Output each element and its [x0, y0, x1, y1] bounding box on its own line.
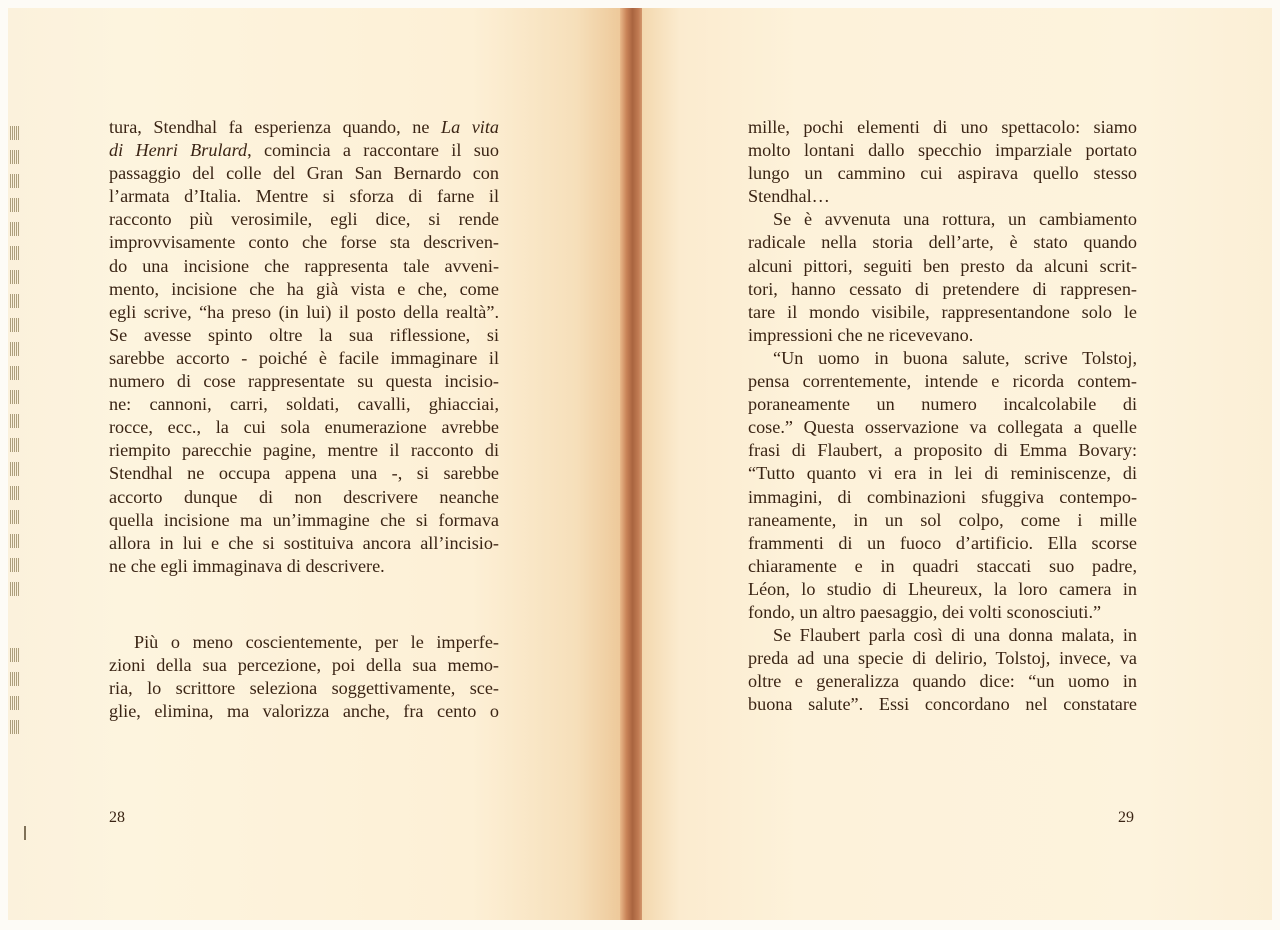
text-line: poraneamente un numero incalcolabile di — [748, 394, 1137, 415]
text-line: raneamente, in un sol colpo, come i mille — [748, 509, 1137, 530]
text-line: preda ad una specie di delirio, Tolstoj, invece, va — [748, 648, 1137, 669]
text-line: tura, Stendhal fa esperienza quando, ne La vita — [109, 117, 499, 137]
text-line: numero di cose rappresentate su questa incisio- — [109, 371, 499, 392]
text-line: mento, incisione che ha già vista e che, come — [109, 278, 499, 299]
right-page-text — [748, 116, 1137, 716]
text-line: fondo, un altro paesaggio, dei volti sconosciuti.” — [748, 601, 1102, 622]
text-line: frammenti di un fuoco d’artificio. Ella scorse — [748, 532, 1137, 553]
text-line: tori, hanno cessato di pretendere di rappresen- — [748, 278, 1137, 299]
text-line: oltre e generalizza quando dice: “un uomo in — [748, 671, 1137, 692]
text-line: Più o meno coscientemente, per le imperfe- — [134, 632, 499, 652]
text-line: racconto più verosimile, egli dice, si rende — [109, 209, 499, 230]
text-line: buona salute”. Essi concordano nel constatare — [748, 694, 1137, 715]
text-line: alcuni pittori, seguiti ben presto da alcuni scrit- — [748, 255, 1137, 276]
left-page-paragraph-1 — [109, 116, 499, 578]
text-line: riempito parecchie pagine, mentre il racconto di — [109, 440, 499, 461]
text-line: egli scrive, “ha preso (in lui) il posto della realtà”. — [109, 301, 499, 322]
italic-title: La vita — [440, 117, 499, 137]
text-line: passaggio del colle del Gran San Bernardo con — [109, 163, 499, 184]
text-line: accorto dunque di non descrivere neanche — [109, 486, 499, 507]
text-line: ria, lo scrittore seleziona soggettivamente, sce- — [109, 678, 499, 699]
text-line: Léon, lo studio di Lheureux, la loro camera in — [748, 578, 1137, 599]
text-line: allora in lui e che si sostituiva ancora all’incisio- — [109, 532, 499, 553]
text-line: molto lontani dallo specchio imparziale portato — [748, 140, 1137, 161]
text-line: sarebbe accorto - poiché è facile immaginare il — [109, 347, 499, 368]
text-line: “Tutto quanto vi era in lei di reminiscenze, di — [748, 463, 1137, 484]
text-line: frasi di Flaubert, a proposito di Emma Bovary: — [748, 440, 1137, 461]
text-line: zioni della sua percezione, poi della sua memo- — [109, 655, 499, 676]
text-line: lungo un cammino cui aspirava quello stesso — [748, 163, 1137, 184]
text-line: tare il mondo visibile, rappresentandone solo le — [748, 301, 1137, 322]
text-line: impressioni che ne ricevevano. — [748, 324, 974, 345]
page-number-right: 29 — [1118, 809, 1134, 826]
left-page-paragraph-2 — [109, 631, 499, 723]
text-line: “Un uomo in buona salute, scrive Tolstoj, — [773, 347, 1137, 368]
italic-title: di Henri Brulard — [109, 140, 248, 161]
text-line: Se è avvenuta una rottura, un cambiamento — [773, 209, 1137, 230]
text-line: quella incisione ma un’immagine che si formava — [109, 509, 499, 530]
text-line: ne: cannoni, carri, soldati, cavalli, ghiacciai, — [109, 394, 499, 415]
text-line: chiaramente e in quadri staccati suo padre, — [748, 555, 1137, 576]
edge-mark — [24, 826, 26, 840]
text-line: Se Flaubert parla così di una donna malata, in — [773, 625, 1137, 646]
text-line: l’armata d’Italia. Mentre si sforza di farne il — [109, 186, 499, 207]
text-line: ne che egli immaginava di descrivere. — [109, 555, 385, 576]
show-through-text — [8, 126, 28, 744]
text-line: rocce, ecc., la cui sola enumerazione avrebbe — [109, 417, 499, 438]
text-line: Se avesse spinto oltre la sua riflessione, si — [109, 324, 499, 345]
text-line: Stendhal ne occupa appena una -, si sarebbe — [109, 463, 499, 484]
text-line: mille, pochi elementi di uno spettacolo: siamo — [748, 117, 1137, 137]
text-line: di Henri Brulard, comincia a raccontare il suo — [109, 140, 499, 161]
text-line: Stendhal… — [748, 186, 830, 207]
text-line: improvvisamente conto che forse sta descriven- — [109, 232, 499, 253]
text-line: immagini, di combinazioni sfuggiva contempo- — [748, 486, 1137, 507]
text-line: do una incisione che rappresenta tale avveni- — [109, 255, 499, 276]
text-line: pensa correntemente, intende e ricorda contem- — [748, 371, 1137, 392]
text-line: cose.” Questa osservazione va collegata a quelle — [748, 417, 1137, 438]
text-line: glie, elimina, ma valorizza anche, fra cento o — [109, 701, 499, 722]
text-line: radicale nella storia dell’arte, è stato quando — [748, 232, 1137, 253]
page-number-left: 28 — [109, 809, 125, 826]
